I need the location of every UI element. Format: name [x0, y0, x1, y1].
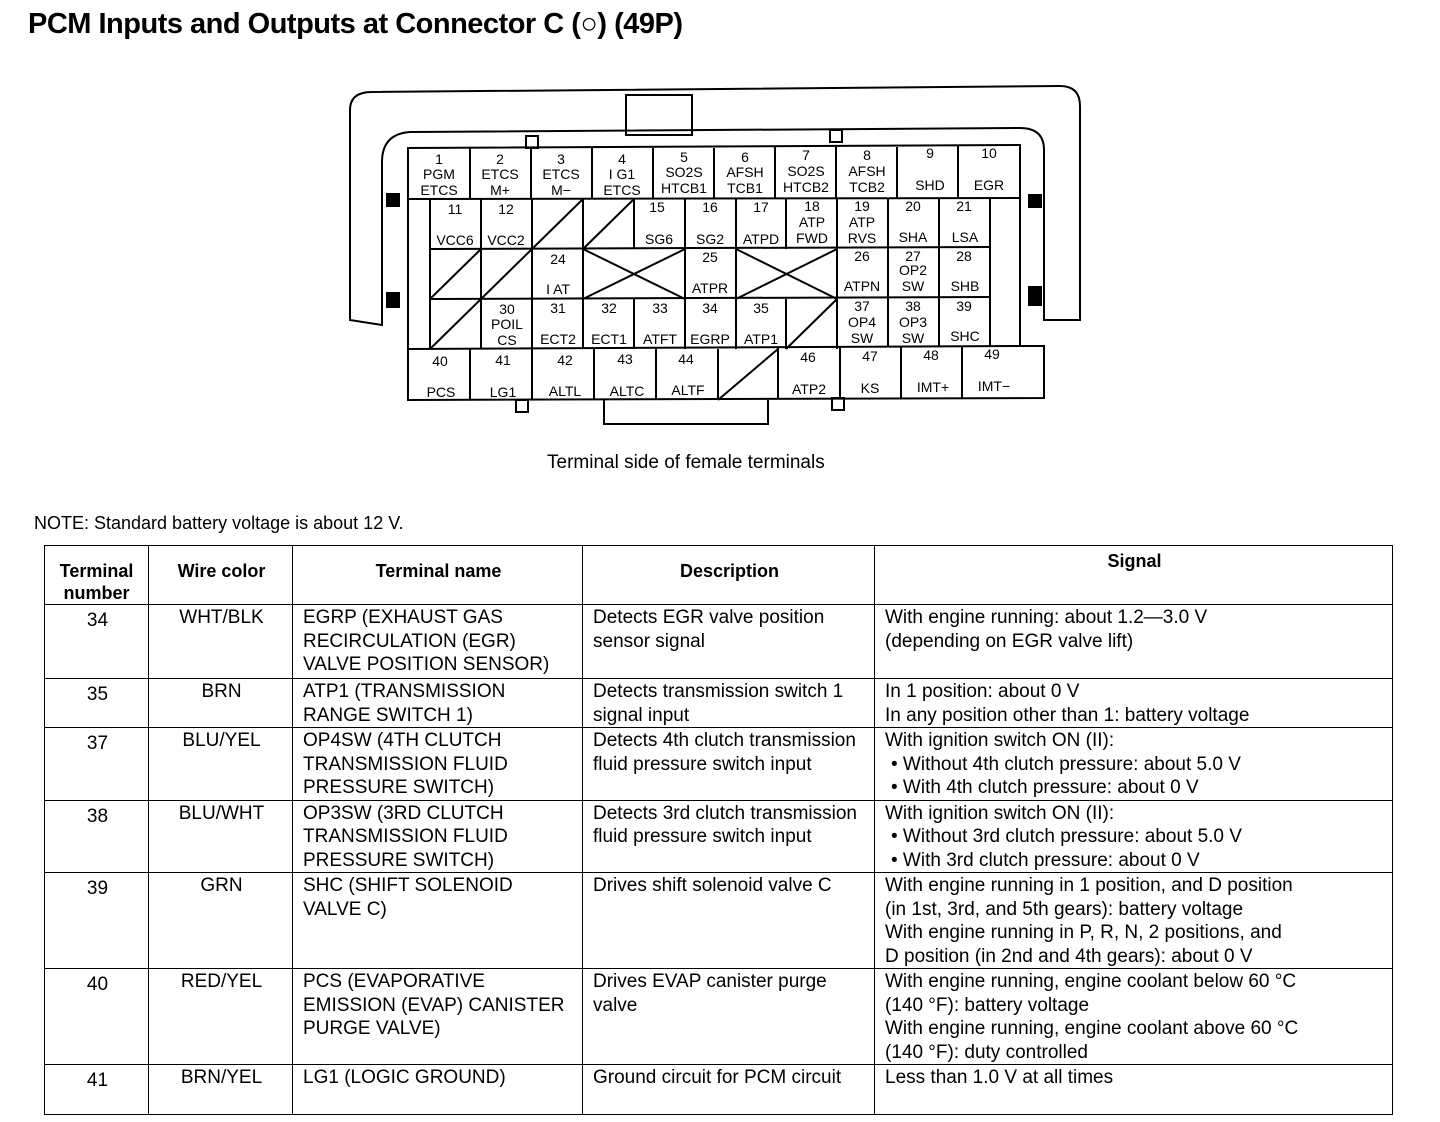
terminal-19-number: 19	[854, 198, 870, 214]
terminal-4-label2: ETCS	[603, 182, 641, 198]
terminal-name-cell: LG1 (LOGIC GROUND)	[293, 1065, 583, 1115]
terminal-32-number: 32	[601, 300, 617, 316]
terminal-9-number: 9	[926, 145, 934, 161]
terminal-15-label: SG6	[644, 231, 674, 247]
terminal-7-label2: HTCB2	[783, 179, 829, 195]
terminal-4-number: 4	[618, 151, 626, 167]
description-cell: Detects 4th clutch transmission fluid pressure switch input	[583, 728, 875, 801]
signal-line: (in 1st, 3rd, and 5th gears): battery voltage	[885, 898, 1244, 920]
terminal-name-cell: PCS (EVAPORATIVE EMISSION (EVAP) CANISTER PURGE VALVE)	[293, 969, 583, 1065]
table-row	[45, 1065, 1393, 1115]
terminal-38-number: 38	[905, 298, 921, 314]
table-row	[45, 728, 1393, 801]
terminal-12-number: 12	[498, 201, 514, 217]
terminal-5-label: SO2S	[665, 164, 703, 180]
terminal-30-label: POIL	[491, 316, 523, 332]
terminal-44-number: 44	[678, 351, 694, 367]
connector-diagram	[0, 0, 1440, 450]
terminal-8-number: 8	[863, 147, 871, 163]
terminal-37-number: 37	[854, 298, 870, 314]
terminal-49-number: 49	[984, 346, 1000, 362]
signal-line: With engine running, engine coolant below 60 °C	[885, 971, 1297, 992]
terminal-9-label: SHD	[915, 177, 945, 193]
terminal-18-number: 18	[804, 198, 820, 214]
terminal-42-number: 42	[557, 352, 573, 368]
terminal-name-cell: EGRP (EXHAUST GAS RECIRCULATION (EGR) VALVE POSITION SENSOR)	[293, 605, 583, 679]
terminal-15-number: 15	[649, 199, 665, 215]
signal-line: (depending on EGR valve lift)	[885, 630, 1134, 652]
terminal-34-label: EGRP	[690, 331, 730, 347]
signal-line: With engine running in P, R, N, 2 positions, and	[885, 922, 1282, 943]
terminal-number-cell: 39	[45, 873, 149, 969]
terminal-6-number: 6	[741, 149, 749, 165]
signal-line: (140 °F): battery voltage	[885, 994, 1090, 1016]
signal-line: • Without 4th clutch pressure: about 5.0 V	[891, 753, 1241, 775]
terminal-39-label: SHC	[950, 328, 980, 344]
signal-cell	[875, 728, 1393, 801]
signal-line: With ignition switch ON (II):	[885, 802, 1115, 824]
terminal-number-cell: 37	[45, 728, 149, 801]
terminal-38-label: OP3	[898, 314, 928, 330]
terminal-3-label2: M−	[551, 182, 571, 198]
signal-line: D position (in 2nd and 4th gears): about 0 V	[885, 945, 1253, 967]
header-wire-color: Wire color	[149, 546, 293, 605]
terminal-10-number: 10	[981, 145, 997, 161]
terminal-16-number: 16	[702, 199, 718, 215]
header-terminal-number: Terminal number	[45, 546, 149, 605]
terminal-17-number: 17	[753, 199, 769, 215]
terminal-26-number: 26	[854, 248, 870, 264]
terminal-48-number: 48	[923, 347, 939, 363]
description-cell: Detects EGR valve position sensor signal	[583, 605, 875, 679]
signal-cell	[875, 1065, 1393, 1115]
terminal-10-label: EGR	[973, 177, 1005, 193]
terminal-6-label: AFSH	[726, 164, 764, 180]
terminal-35-label: ATP1	[744, 331, 778, 347]
signal-cell	[875, 679, 1393, 728]
terminal-27-label2: SW	[901, 278, 925, 294]
terminal-number-cell: 35	[45, 679, 149, 728]
table-row	[45, 873, 1393, 969]
terminal-21-number: 21	[956, 198, 972, 214]
terminal-5-label2: HTCB1	[661, 180, 707, 196]
terminal-38-label2: SW	[901, 330, 925, 346]
signal-cell	[875, 605, 1393, 679]
terminal-25-label: ATPR	[691, 280, 729, 296]
terminal-name-cell: SHC (SHIFT SOLENOID VALVE C)	[293, 873, 583, 969]
terminal-2-label2: M+	[490, 182, 510, 198]
terminal-40-label: PCS	[426, 384, 456, 400]
terminal-12-label: VCC2	[487, 232, 525, 248]
table-row	[45, 969, 1393, 1065]
terminal-2-number: 2	[496, 151, 504, 167]
page-title: PCM Inputs and Outputs at Connector C (○) (49P)	[28, 8, 683, 40]
terminal-30-number: 30	[499, 301, 515, 317]
terminal-43-label: ALTC	[609, 383, 645, 399]
signal-cell	[875, 800, 1393, 873]
terminal-11-number: 11	[447, 201, 463, 217]
terminal-24-number: 24	[550, 251, 566, 267]
header-description: Description	[583, 546, 875, 605]
terminal-25-number: 25	[702, 249, 718, 265]
terminal-16-label: SG2	[695, 231, 725, 247]
top-latch	[626, 95, 692, 135]
terminal-7-number: 7	[802, 147, 810, 163]
terminal-signal-table	[44, 545, 1393, 1115]
terminal-number-cell: 38	[45, 800, 149, 873]
terminal-37-label: OP4	[847, 314, 877, 330]
wire-color-cell: BRN/YEL	[149, 1065, 293, 1115]
terminal-24-label: I AT	[546, 281, 570, 297]
terminal-3-number: 3	[557, 151, 565, 167]
terminal-8-label: AFSH	[848, 163, 886, 179]
terminal-18-label: ATP	[798, 214, 826, 230]
signal-line: With engine running: about 1.2—3.0 V	[885, 607, 1208, 628]
terminal-33-label: ATFT	[643, 331, 677, 347]
signal-line: • With 3rd clutch pressure: about 0 V	[891, 849, 1200, 871]
terminal-33-number: 33	[652, 300, 668, 316]
signal-line: Less than 1.0 V at all times	[885, 1067, 1114, 1088]
bottom-tab	[604, 400, 768, 424]
header-terminal-name: Terminal name	[293, 546, 583, 605]
terminal-number-cell: 41	[45, 1065, 149, 1115]
signal-line: (140 °F): duty controlled	[885, 1041, 1088, 1063]
terminal-7-label: SO2S	[787, 163, 825, 179]
terminal-3-label: ETCS	[542, 166, 580, 182]
terminal-18-label2: FWD	[796, 230, 828, 246]
terminal-name-cell: ATP1 (TRANSMISSION RANGE SWITCH 1)	[293, 679, 583, 728]
terminal-17-label: ATPD	[742, 231, 780, 247]
terminal-number-cell: 34	[45, 605, 149, 679]
terminal-49-label: IMT−	[977, 378, 1011, 394]
description-cell: Drives EVAP canister purge valve	[583, 969, 875, 1065]
terminal-20-label: SHA	[898, 229, 928, 245]
battery-voltage-note: NOTE: Standard battery voltage is about 12 V.	[34, 513, 404, 533]
terminal-28-number: 28	[956, 248, 972, 264]
terminal-6-label2: TCB1	[727, 180, 763, 196]
terminal-41-number: 41	[495, 352, 511, 368]
signal-line: With ignition switch ON (II):	[885, 730, 1115, 751]
terminal-name-cell: OP3SW (3RD CLUTCH TRANSMISSION FLUID PRESSURE SWITCH)	[293, 800, 583, 873]
terminal-8-label2: TCB2	[849, 179, 885, 195]
terminal-41-label: LG1	[489, 384, 517, 400]
wire-color-cell: RED/YEL	[149, 969, 293, 1065]
terminal-34-number: 34	[702, 300, 718, 316]
terminal-27-number: 27	[905, 248, 921, 264]
terminal-21-label: LSA	[951, 229, 979, 245]
terminal-2-label: ETCS	[481, 166, 519, 182]
terminal-27-label: OP2	[898, 262, 928, 278]
signal-line: • Without 3rd clutch pressure: about 5.0 V	[891, 826, 1242, 847]
terminal-46-label: ATP2	[792, 381, 826, 397]
terminal-1-label2: ETCS	[420, 182, 458, 198]
description-cell: Ground circuit for PCM circuit	[583, 1065, 875, 1115]
terminal-11-label: VCC6	[436, 232, 474, 248]
signal-line: With engine running, engine coolant above 60 °C	[885, 1018, 1299, 1039]
terminal-43-number: 43	[617, 351, 633, 367]
diagram-caption: Terminal side of female terminals	[547, 452, 825, 473]
terminal-4-label: I G1	[608, 166, 636, 182]
header-signal: Signal	[875, 546, 1393, 605]
description-cell: Drives shift solenoid valve C	[583, 873, 875, 969]
terminal-44-label: ALTF	[671, 382, 705, 398]
terminal-40-number: 40	[432, 353, 448, 369]
terminal-19-label2: RVS	[847, 230, 877, 246]
signal-cell	[875, 873, 1393, 969]
signal-line: In any position other than 1: battery voltage	[885, 704, 1250, 726]
terminal-26-label: ATPN	[843, 278, 881, 294]
wire-color-cell: BRN	[149, 679, 293, 728]
terminal-47-number: 47	[862, 348, 878, 364]
terminal-46-number: 46	[800, 349, 816, 365]
terminal-47-label: KS	[860, 380, 880, 396]
terminal-number-cell: 40	[45, 969, 149, 1065]
terminal-28-label: SHB	[950, 278, 980, 294]
description-cell: Detects 3rd clutch transmission fluid pressure switch input	[583, 800, 875, 873]
table-row	[45, 679, 1393, 728]
terminal-name-cell: OP4SW (4TH CLUTCH TRANSMISSION FLUID PRESSURE SWITCH)	[293, 728, 583, 801]
wire-color-cell: BLU/YEL	[149, 728, 293, 801]
terminal-1-number: 1	[435, 151, 443, 167]
signal-cell	[875, 969, 1393, 1065]
terminal-35-number: 35	[753, 300, 769, 316]
table-row	[45, 800, 1393, 873]
signal-line: • With 4th clutch pressure: about 0 V	[891, 777, 1199, 798]
signal-line: In 1 position: about 0 V	[885, 681, 1080, 702]
terminal-31-number: 31	[550, 300, 566, 316]
terminal-37-label2: SW	[850, 330, 874, 346]
terminal-31-label: ECT2	[540, 331, 576, 347]
terminal-30-label2: CS	[497, 332, 517, 348]
wire-color-cell: WHT/BLK	[149, 605, 293, 679]
description-cell: Detects transmission switch 1 signal input	[583, 679, 875, 728]
terminal-5-number: 5	[680, 149, 688, 165]
table-row	[45, 605, 1393, 679]
signal-line: With engine running in 1 position, and D position	[885, 875, 1293, 896]
terminal-39-number: 39	[956, 298, 972, 314]
wire-color-cell: BLU/WHT	[149, 800, 293, 873]
terminal-1-label: PGM	[423, 166, 455, 182]
terminal-19-label: ATP	[848, 214, 876, 230]
terminal-20-number: 20	[905, 198, 921, 214]
terminal-42-label: ALTL	[548, 383, 582, 399]
terminal-48-label: IMT+	[916, 379, 950, 395]
terminal-32-label: ECT1	[591, 331, 627, 347]
wire-color-cell: GRN	[149, 873, 293, 969]
